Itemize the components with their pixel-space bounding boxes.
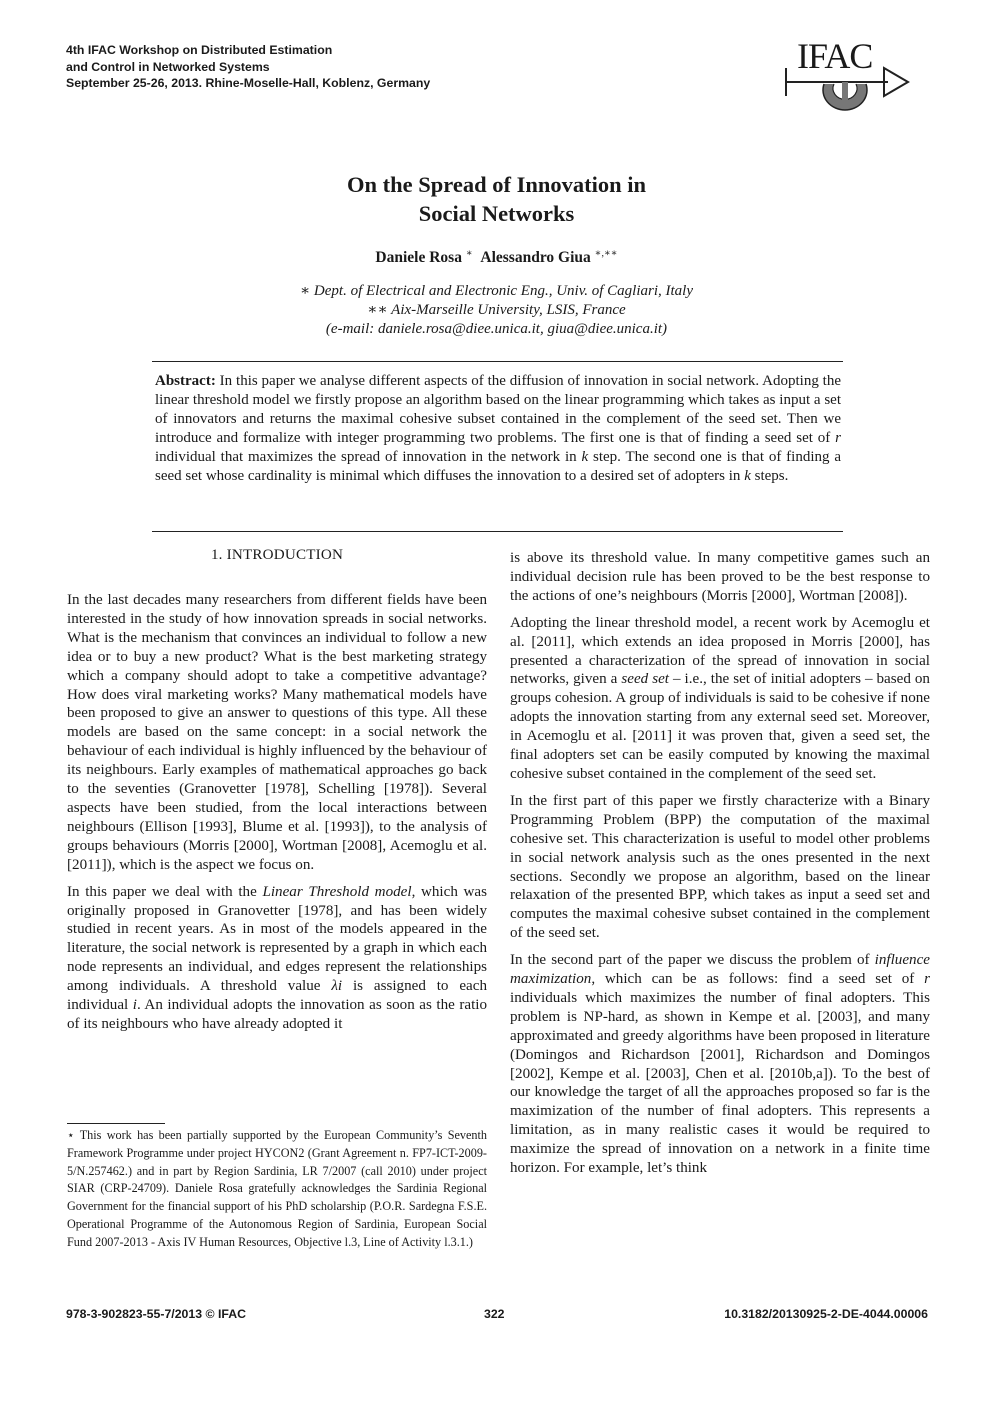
abstract	[155, 372, 841, 486]
paragraph	[67, 883, 487, 1034]
abstract-top-rule	[152, 361, 843, 362]
abstract-text: In this paper we analyse different aspects of the diffusion of innovation in social network. Adopting the linear threshold model we firstly propose an algorithm based on the linear programming which takes as input a set of innovators and returns the maximal cohesive subset contained in the complement of the seed set. Then we introduce and formalize with integer programming two problems. The first one is that of finding a seed set of	[155, 373, 841, 446]
paper-title-line: On the Spread of Innovation in	[346, 172, 647, 197]
author-affiliation-mark: ∗	[465, 248, 473, 259]
emphasis-text: seed set	[621, 671, 669, 688]
footnote-rule	[67, 1123, 165, 1124]
paragraph-text: is assigned to each individual	[67, 978, 487, 1014]
affiliation-line: ∗ Dept. of Electrical and Electronic Eng., Univ. of Cagliari, Italy	[299, 283, 694, 300]
paragraph-text: In this paper we deal with the	[67, 883, 263, 900]
math-variable: i	[132, 997, 137, 1014]
author-name: Daniele Rosa	[375, 249, 462, 267]
doi: 10.3182/20130925-2-DE-4044.00006	[724, 1307, 928, 1321]
math-variable: λi	[331, 978, 343, 995]
section-heading: 1. INTRODUCTION	[210, 547, 344, 563]
abstract-label: Abstract:	[155, 373, 216, 389]
isbn-copyright: 978-3-902823-55-7/2013 © IFAC	[66, 1307, 246, 1321]
paragraph: is above its threshold value. In many competitive games such an individual decision rule has been proved to be the best response to the actions of one’s neighbours (Morris [2000], Wortman [2008]).	[510, 550, 930, 604]
paragraph-text: – i.e., the set of initial adopters – based on groups cohesion. A group of individuals is said to be cohesive if none adopts the innovation starting from any external seed set. Moreover, in Acemoglu et al. [2011] it was proven that, given a seed set, the final adopters set can be easily computed by knowing the maximal cohesive subset contained in the complement of the seed set.	[510, 671, 930, 782]
author-emails: (e-mail: daniele.rosa@diee.unica.it, giua@diee.unica.it)	[325, 321, 668, 338]
ifac-logo-text: IFAC	[797, 36, 873, 76]
emphasis-text: influence maximization	[510, 952, 930, 988]
paragraph: In the first part of this paper we firstly characterize with a Binary Programming Problem (BPP) the computation of the maximal cohesive set. This characterization is useful to model other problems in social network analysis such as the ones presented in the next sections. Secondly we propose an algorithm, based on the linear relaxation of the presented BPP, which takes as input a seed set and computes the maximal cohesive subset contained in the complement of the seed set.	[510, 792, 930, 942]
paragraph: In the last decades many researchers from different fields have been interested in the study of how innovation spreads in social networks. What is the mechanism that convinces an individual to follow a new idea or to buy a new product? What is the best marketing strategy which a company should adopt to take a competitive advantage? How does viral marketing works? Many mathematical models have been proposed to give an answer to questions of this type. All these models are based on the same concept: in a social network the behaviour of each individual is highly influenced by the behaviour of its neighbours. Early examples of mathematical approaches go back to the seventies (Granovetter [1978], Schelling [1978]). Several aspects have been studied, from the local interactions between neighbours (Ellison [1993], Blume et al. [1993]), to the analysis of groups behaviours (Morris [2000], Wortman [2008], Acemoglu et al. [2011]), which is the aspect we focus on.	[67, 592, 487, 873]
paragraph-text: In the second part of the paper we discuss the problem of	[510, 952, 875, 969]
math-variable: r	[924, 971, 930, 988]
affiliations	[150, 282, 843, 339]
paragraph	[510, 951, 930, 1178]
math-variable: r	[835, 430, 841, 446]
author-name: Alessandro Giua	[480, 249, 591, 267]
math-variable: k	[581, 449, 589, 465]
paragraph-text: , which was originally proposed in Granovetter [1978], and has been widely studied in recent years. As in most of the models appeared in the literature, the social network is represented by a graph in which each node represents an individual, and edges represent the relationships among individuals. A threshold value	[67, 883, 487, 995]
paragraph	[510, 614, 930, 784]
title-block	[150, 170, 843, 339]
paragraph-text: , which can be as follows: find a seed set of	[591, 971, 925, 988]
conference-header-line: and Control in Networked Systems	[66, 59, 270, 74]
footnote: ⋆ This work has been partially supported by the European Community’s Seventh Framework Programme under project HYCON2 (Grant Agreement n. FP7-ICT-2009-5/N.257462.) and in part by Region Sardinia, LR 7/2007 (call 2010) under project SIAR (CRP-24709). Daniele Rosa gratefully acknowledges the Sardinia Regional Government for the financial support of his PhD scholarship (P.O.R. Sardegna F.S.E. Operational Programme of the Autonomous Region of Sardinia, European Social Fund 2007-2013 - Axis IV Human Resources, Objective l.3, Line of Activity l.3.1.)	[67, 1128, 487, 1249]
conference-header-line: September 25-26, 2013. Rhine-Moselle-Hall, Koblenz, Germany	[66, 76, 431, 90]
paragraph-text: Adopting the linear threshold model, a recent work by Acemoglu et al. [2011], which extends an idea proposed in Morris [2000], has presented a characterization of the spread of innovation in social networks, given a	[510, 614, 930, 688]
abstract-text: individual that maximizes the spread of innovation in the network in	[155, 449, 582, 465]
affiliation-line: ∗∗ Aix-Marseille University, LSIS, France	[367, 302, 626, 319]
paragraph-text: individuals which maximizes the number of final adopters. This problem is NP-hard, as shown in Kempe et al. [2003], and many approximated and greedy algorithms have been proposed in literature (Domingos and Richardson [2001], Richardson and Domingos [2002], Kempe et al. [2003], Chen et al. [2010b,a]). To the best of our knowledge the target of all the approaches proposed so far is the maximization of the number of final adopters. This represents a limitation, as in many realistic cases it would be required to maximize the spread of innovation on a network in a finite time horizon. For example, let’s think	[510, 989, 930, 1177]
page-number: 322	[484, 1307, 505, 1321]
author-affiliation-mark: ∗,∗∗	[594, 248, 618, 259]
right-column	[510, 549, 930, 1186]
paper-title-line: Social Networks	[418, 201, 575, 226]
conference-header	[66, 42, 626, 92]
abstract-text: step. The second one is that of finding a seed set whose cardinality is minimal which diffuses the innovation to a desired set of adopters in	[155, 449, 841, 484]
left-column	[67, 546, 487, 1042]
paragraph-text: . An individual adopts the innovation as soon as the ratio of its neighbours who have already adopted it	[67, 997, 488, 1032]
abstract-text: steps.	[750, 468, 789, 484]
paper-title	[150, 170, 843, 228]
emphasis-text: Linear Threshold model	[262, 883, 412, 900]
abstract-bottom-rule	[152, 531, 843, 532]
conference-header-line: 4th IFAC Workshop on Distributed Estimation	[66, 43, 333, 57]
author-list	[150, 248, 843, 267]
math-variable: k	[744, 468, 751, 484]
